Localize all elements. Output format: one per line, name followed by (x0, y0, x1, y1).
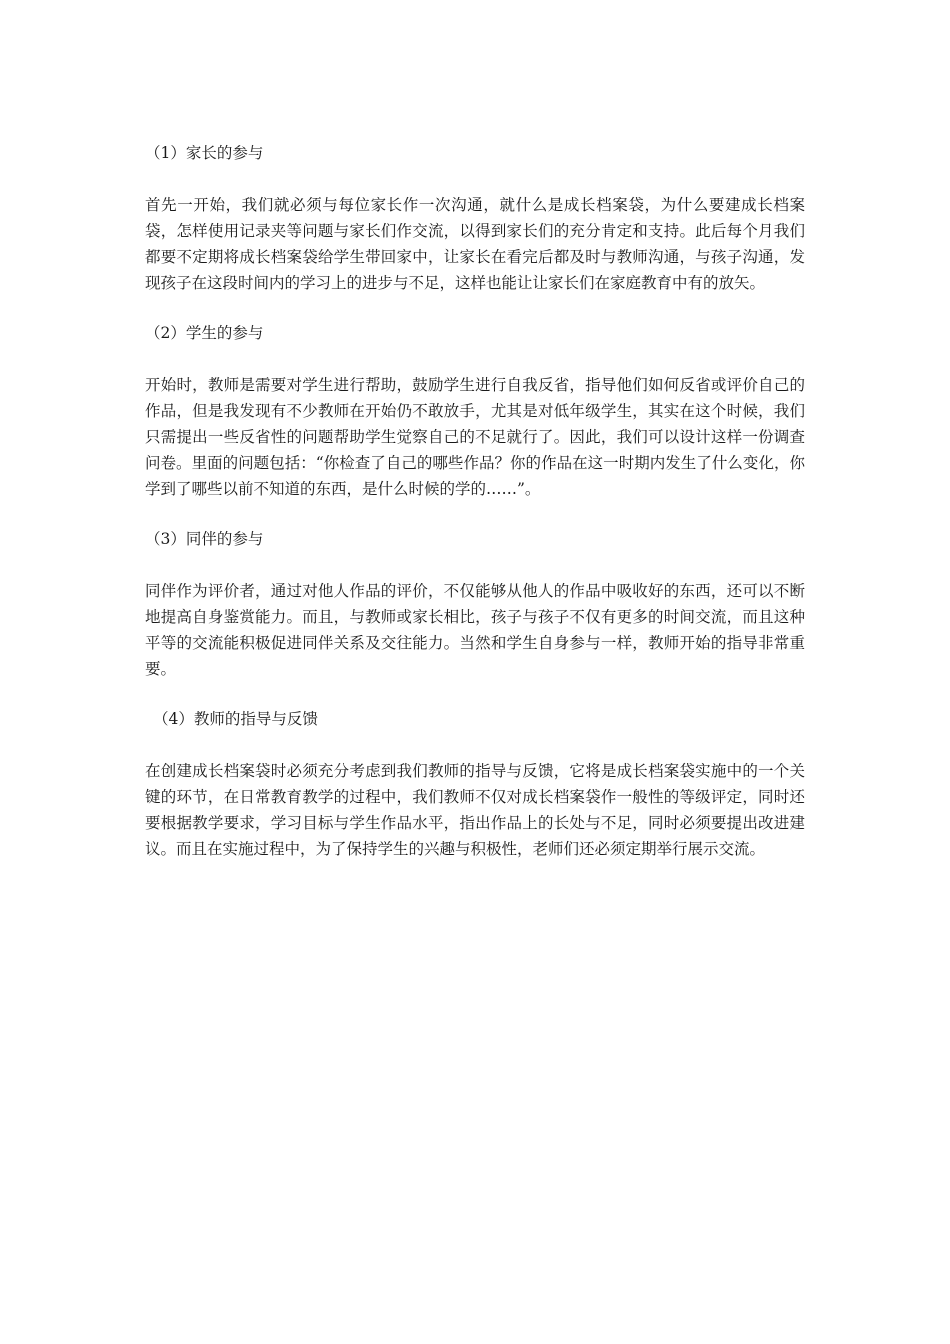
section-paragraph: 同伴作为评价者，通过对他人作品的评价，不仅能够从他人的作品中吸收好的东西，还可以不断地提高自身鉴赏能力。而且，与教师或家长相比，孩子与孩子不仅有更多的时间交流，而且这种平等的交流能积极促进同伴关系及交往能力。当然和学生自身参与一样，教师开始的指导非常重要。 (145, 582, 805, 678)
section-paragraph: 首先一开始，我们就必须与每位家长作一次沟通，就什么是成长档案袋，为什么要建成长档案袋，怎样使用记录夹等问题与家长们作交流，以得到家长们的充分肯定和支持。此后每个月我们都要不定期将成长档案袋给学生带回家中，让家长在看完后都及时与教师沟通，与孩子沟通，发现孩子在这段时间内的学习上的进步与不足，这样也能让让家长们在家庭教育中有的放矢。 (145, 196, 805, 292)
section-teacher (145, 706, 805, 862)
section-heading: （2）学生的参与 (145, 324, 264, 342)
section-heading: （1）家长的参与 (145, 144, 264, 162)
section-students (145, 320, 805, 502)
section-heading: （4）教师的指导与反馈 (153, 710, 318, 728)
document-page (145, 140, 805, 886)
section-peers (145, 526, 805, 682)
section-parents (145, 140, 805, 296)
section-paragraph: 在创建成长档案袋时必须充分考虑到我们教师的指导与反馈，它将是成长档案袋实施中的一个关键的环节，在日常教育教学的过程中，我们教师不仅对成长档案袋作一般性的等级评定，同时还要根据教学要求，学习目标与学生作品水平，指出作品上的长处与不足，同时必须要提出改进建议。而且在实施过程中，为了保持学生的兴趣与积极性，老师们还必须定期举行展示交流。 (145, 762, 805, 858)
section-heading: （3）同伴的参与 (145, 530, 264, 548)
section-paragraph: 开始时，教师是需要对学生进行帮助，鼓励学生进行自我反省，指导他们如何反省或评价自己的作品，但是我发现有不少教师在开始仍不敢放手，尤其是对低年级学生，其实在这个时候，我们只需提出一些反省性的问题帮助学生觉察自己的不足就行了。因此，我们可以设计这样一份调查问卷。里面的问题包括：“你检查了自己的哪些作品？你的作品在这一时期内发生了什么变化，你学到了哪些以前不知道的东西，是什么时候的学的……”。 (145, 376, 805, 498)
